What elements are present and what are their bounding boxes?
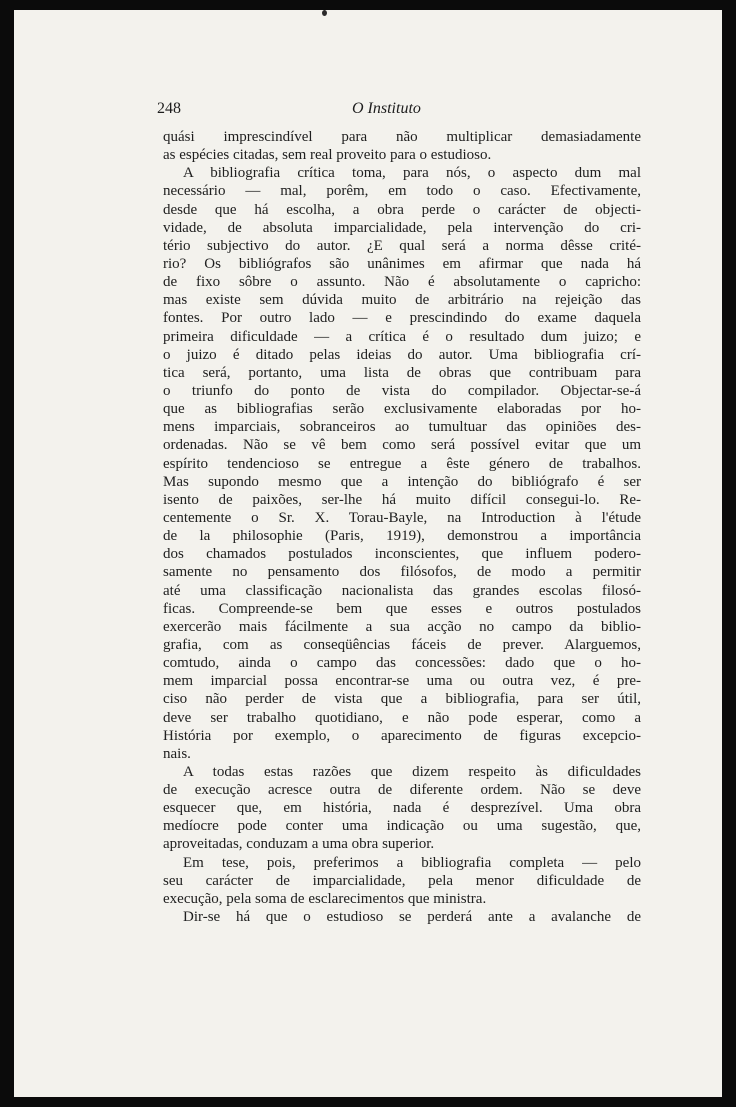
text-line: primeira dificuldade — a crítica é o resultado dum juizo; e: [163, 328, 641, 345]
text-line: que as bibliografias serão exclusivamente elaboradas por ho-: [163, 401, 641, 418]
text-line: fontes. Por outro lado — e prescindindo do exame daquela: [163, 310, 641, 327]
text-line: mem imparcial possa encontrar-se uma ou outra vez, é pre-: [163, 673, 641, 690]
running-title: O Instituto: [352, 100, 421, 117]
body-text: [163, 128, 641, 926]
text-line: Dir-se há que o estudioso se perderá ante a avalanche de: [183, 909, 641, 926]
text-line: ordenadas. Não se vê bem como será possível evitar que um: [163, 437, 641, 454]
text-line: as espécies citadas, sem real proveito para o estudioso.: [163, 147, 492, 164]
text-line: aproveitadas, conduzam a uma obra superior.: [163, 836, 435, 853]
text-line: comtudo, ainda o campo das concessões: dado que o ho-: [163, 655, 641, 672]
text-line: nais.: [163, 745, 191, 762]
text-line: seu carácter de imparcialidade, pela menor dificuldade de: [163, 872, 641, 889]
text-line: rio? Os bibliógrafos são unânimes em afirmar que nada há: [163, 255, 641, 272]
text-line: mens imparciais, sobranceiros ao tumultuar das opiniões des-: [163, 419, 641, 436]
text-line: vidade, de absoluta imparcialidade, pela intervenção do cri-: [163, 219, 641, 236]
text-line: quási imprescindível para não multiplicar demasiadamente: [163, 129, 641, 145]
page-number: 248: [157, 100, 181, 117]
text-line: História por exemplo, o aparecimento de figuras excepcio-: [163, 727, 641, 744]
text-line: tica será, portanto, uma lista de obras que contribuam para: [163, 364, 641, 381]
text-line: espírito tendencioso se entregue a êste género de trabalhos.: [163, 455, 641, 472]
text-line: centemente o Sr. X. Torau-Bayle, na Introduction à l'étude: [163, 509, 641, 526]
text-line: esquecer que, em história, nada é desprezível. Uma obra: [163, 800, 641, 817]
text-line: deve ser trabalho quotidiano, e não pode esperar, como a: [163, 709, 641, 726]
text-line: até uma classificação nacionalista das grandes escolas filosó-: [163, 582, 641, 599]
text-line: de execução acresce outra de diferente ordem. Não se deve: [163, 782, 641, 799]
text-line: mas existe sem dúvida muito de arbitrário na rejeição das: [163, 292, 641, 309]
text-line: A bibliografia crítica toma, para nós, o aspecto dum mal: [183, 165, 641, 182]
text-line: ficas. Compreende-se bem que esses e outros postulados: [163, 600, 641, 617]
text-line: medíocre pode conter uma indicação ou uma sugestão, que,: [163, 818, 641, 835]
text-line: grafia, com as conseqüências fáceis de prever. Alarguemos,: [163, 636, 641, 653]
ink-speck: [322, 10, 327, 16]
text-line: exercerão mais fácilmente a sua acção no campo da biblio-: [163, 618, 641, 635]
text-line: de fixo sôbre o assunto. Não é absolutamente o capricho:: [163, 274, 641, 291]
text-line: necessário — mal, porêm, em todo o caso. Efectivamente,: [163, 183, 641, 200]
text-line: A todas estas razões que dizem respeito às dificuldades: [183, 763, 641, 780]
text-line: Mas supondo mesmo que a intenção do bibliógrafo é ser: [163, 473, 641, 490]
page-header: [157, 100, 657, 126]
text-line: dos chamados postulados inconscientes, que influem podero-: [163, 546, 641, 563]
text-line: Em tese, pois, preferimos a bibliografia completa — pelo: [183, 854, 641, 871]
text-line: execução, pela soma de esclarecimentos que ministra.: [163, 890, 487, 907]
scanned-page: [14, 10, 722, 1097]
text-line: de la philosophie (Paris, 1919), demonstrou a importância: [163, 528, 641, 545]
text-line: o triunfo do ponto de vista do compilador. Objectar-se-á: [163, 382, 641, 399]
text-line: samente no pensamento dos filósofos, de modo a permitir: [163, 564, 641, 581]
text-line: ciso não perder de vista que a bibliografia, para ser útil,: [163, 691, 641, 708]
text-line: o juizo é ditado pelas ideias do autor. Uma bibliografia crí-: [163, 346, 641, 363]
text-line: desde que há escolha, a obra perde o carácter de objecti-: [163, 201, 641, 218]
text-line: isento de paixões, ser-lhe há muito difícil consegui-lo. Re-: [163, 491, 641, 508]
text-line: tério subjectivo do autor. ¿E qual será a norma dêsse crité-: [163, 237, 641, 254]
